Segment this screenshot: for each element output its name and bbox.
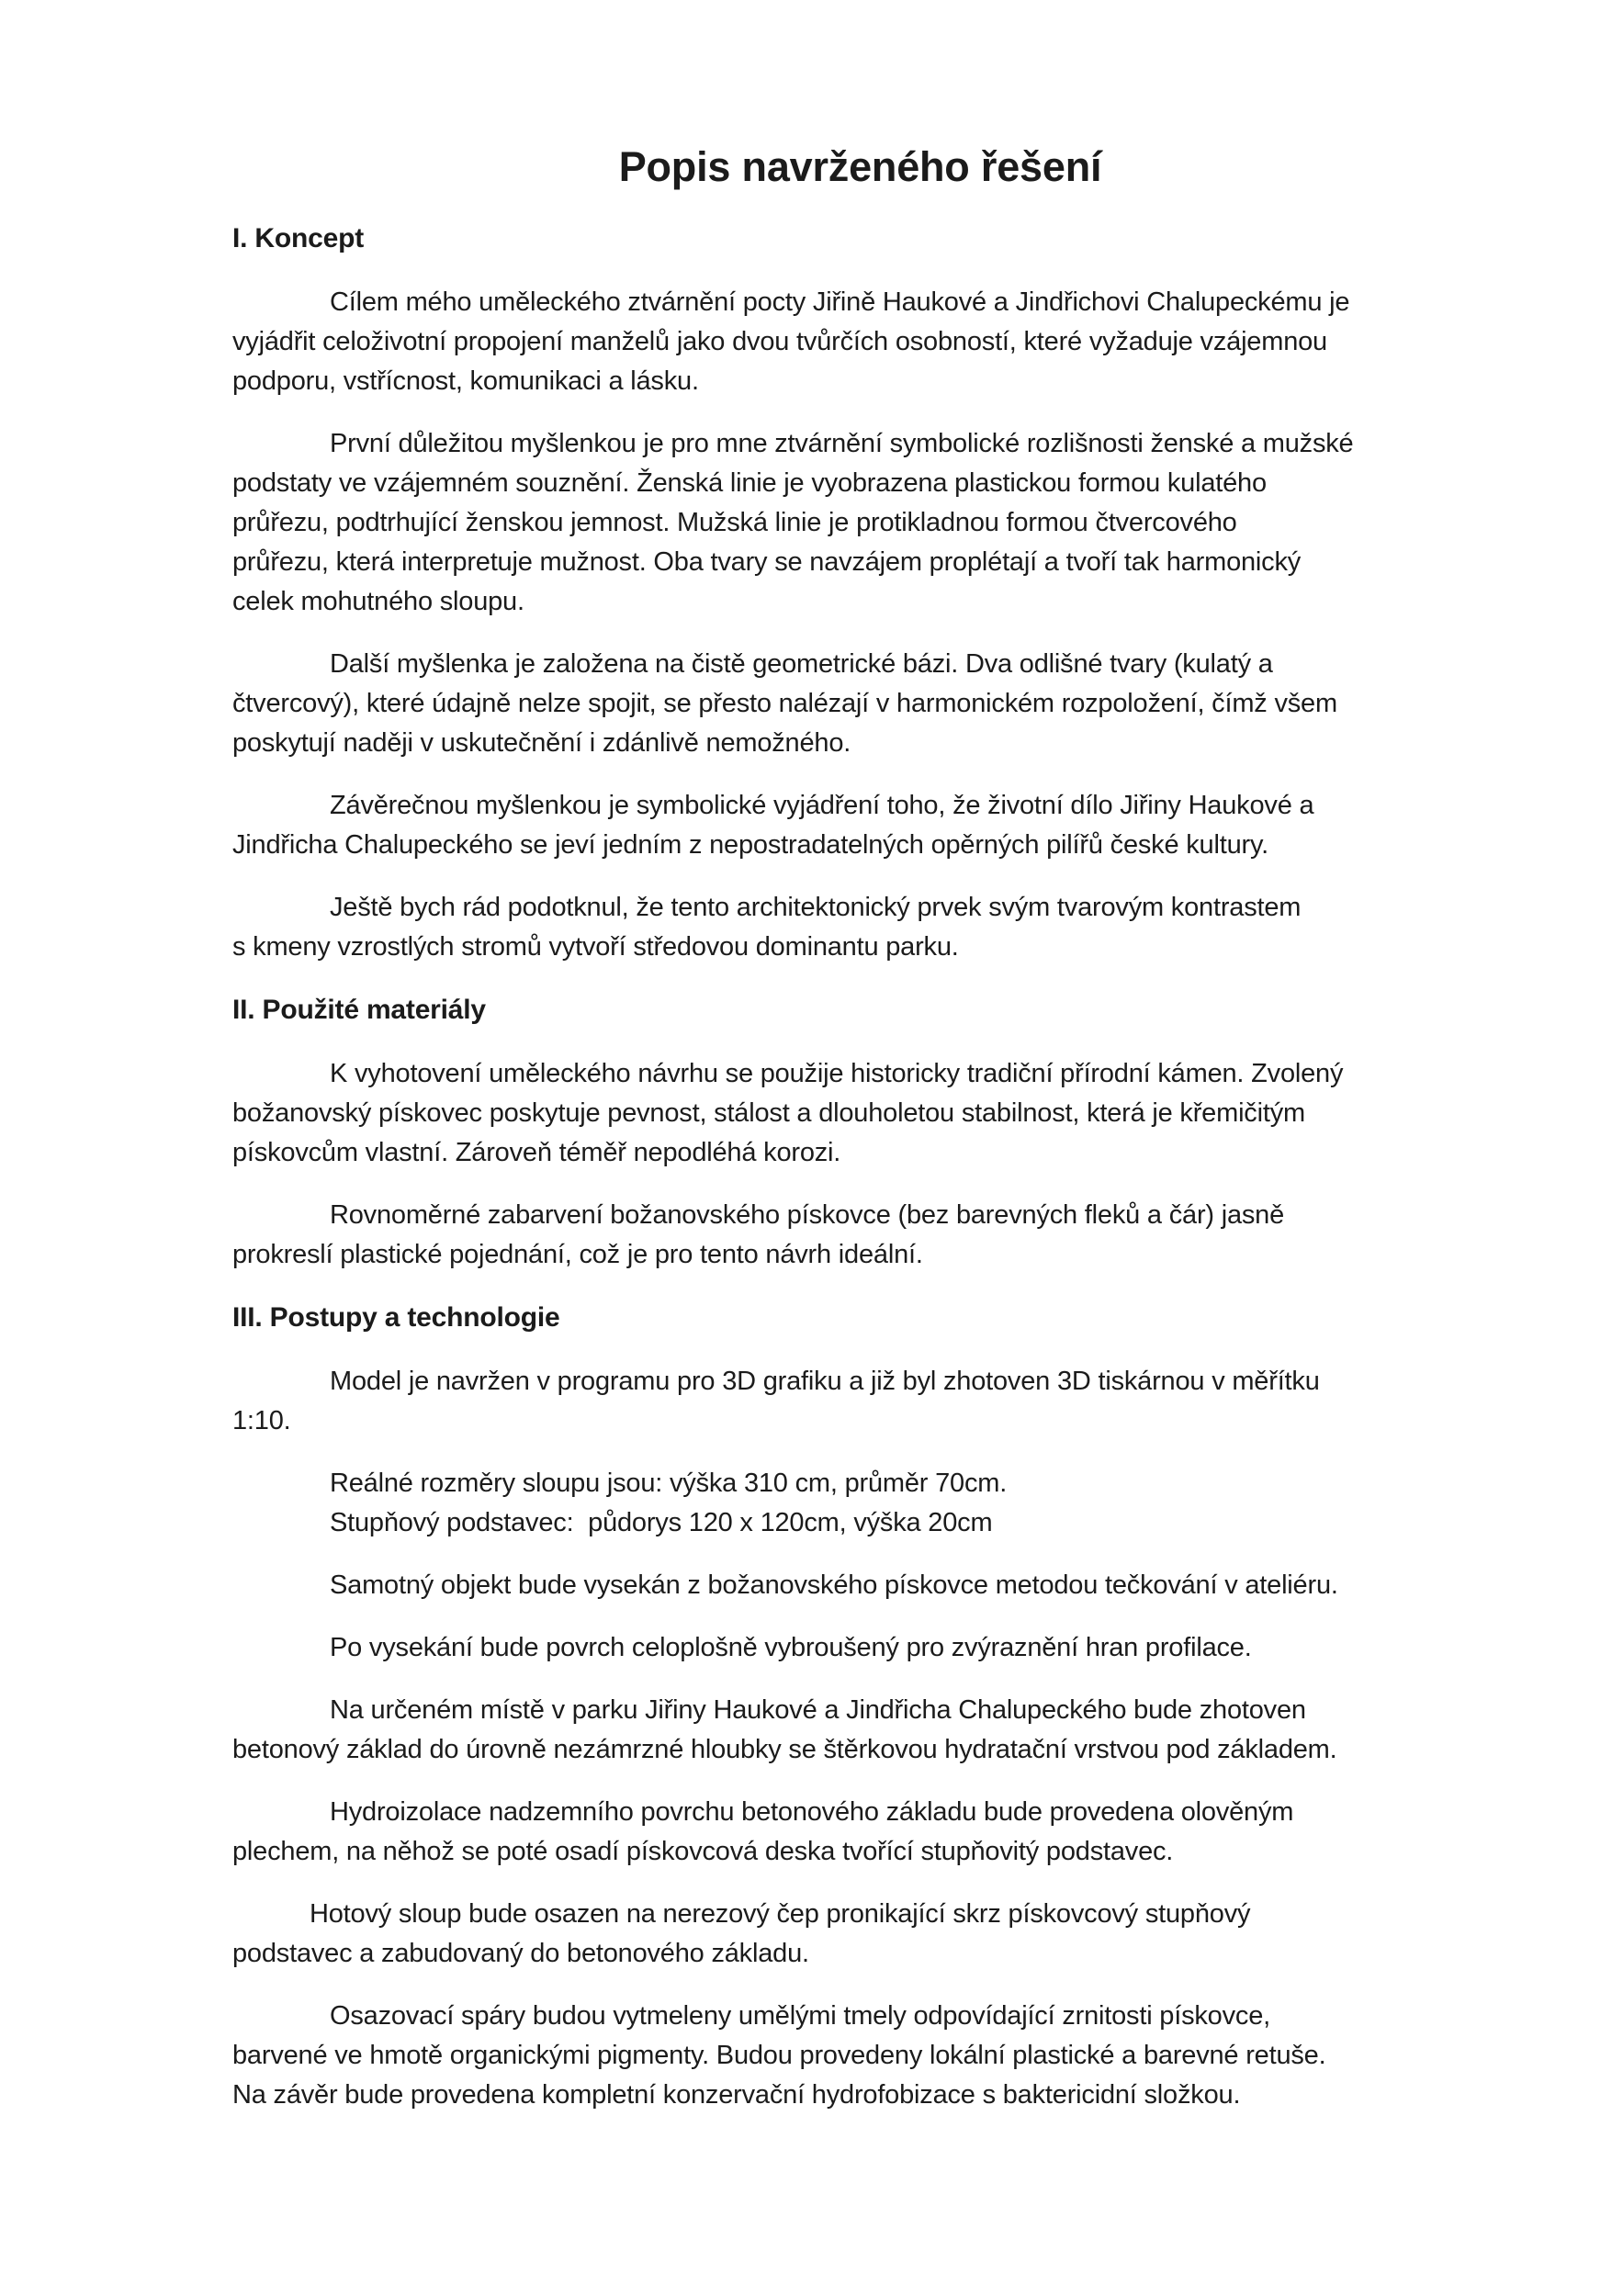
paragraph-hydroizolace: Hydroizolace nadzemního povrchu betonového základu bude provedena olověným plechem, na něhož se poté osadí pískovcová deska tvořící stupňovitý podstavec. (232, 1797, 1294, 1866)
paragraph-na-urcenem-miste: Na určeném místě v parku Jiřiny Haukové a Jindřicha Chalupeckého bude zhotoven betonový základ do úrovně nezámrzné hloubky se štěrkovou hydratační vrstvou pod základem. (232, 1695, 1337, 1764)
paragraph-rovnomerne: Rovnoměrné zabarvení božanovského pískovce (bez barevných fleků a čár) jasně prokreslí plastické pojednání, což je pro tento návrh ideální. (232, 1200, 1285, 1269)
section-heading-koncept: I. Koncept (232, 223, 365, 253)
paragraph-hotovy-sloup: Hotový sloup bude osazen na nerezový čep pronikající skrz pískovcový stupňový podstavec a zabudovaný do betonového základu. (232, 1899, 1251, 1968)
paragraph-zaverecna-myslenka: Závěrečnou myšlenkou je symbolické vyjádření toho, že životní dílo Jiřiny Haukové a Jindřicha Chalupeckého se jeví jedním z nepostradatelných opěrných pilířů české kultury. (232, 791, 1314, 860)
paragraph-k-vyhotoveni: K vyhotovení uměleckého návrhu se použije historicky tradiční přírodní kámen. Zvolený božanovský pískovec poskytuje pevnost, stálost a dlouholetou stabilnost, která je křemičitým pískovcům vlastní. Zároveň téměř nepodléhá korozi. (232, 1059, 1344, 1167)
section-heading-postupy: III. Postupy a technologie (232, 1302, 560, 1333)
paragraph-model: Model je navržen v programu pro 3D grafiku a již byl zhotoven 3D tiskárnou v měřítku 1:10. (232, 1367, 1320, 1435)
document-title: Popis navrženého řešení (618, 143, 1102, 190)
document-body (232, 140, 1504, 2115)
section-heading-materialy: II. Použité materiály (232, 995, 486, 1025)
paragraph-osazovaci-spary: Osazovací spáry budou vytmeleny umělými tmely odpovídající zrnitosti pískovce, barvené ve hmotě organickými pigmenty. Budou provedeny lokální plastické a barevné retuše. Na závěr bude provedena kompletní konzervační hydrofobizace s baktericidní složkou. (232, 2001, 1326, 2110)
paragraph-samotny-objekt: Samotný objekt bude vysekán z božanovského pískovce metodou tečkování v ateliéru. (330, 1570, 1338, 1600)
paragraph-prvni-myslenka: První důležitou myšlenkou je pro mne ztvárnění symbolické rozlišnosti ženské a mužské podstaty ve vzájemném souznění. Ženská linie je vyobrazena plastickou formou kulatého průřezu, podtrhující ženskou jemnost. Mužská linie je protikladnou formou čtvercového průřezu, která interpretuje mužnost. Oba tvary se navzájem proplétají a tvoří tak harmonický celek mohutného sloupu. (232, 429, 1354, 616)
paragraph-jeste-bych: Ještě bych rád podotknul, že tento architektonický prvek svým tvarovým kontrastem s kmeny vzrostlých stromů vytvoří středovou dominantu parku. (232, 893, 1302, 962)
paragraph-stupnovy-podstavec: Stupňový podstavec: půdorys 120 x 120cm, výška 20cm (330, 1508, 993, 1537)
paragraph-realne-rozmery: Reálné rozměry sloupu jsou: výška 310 cm, průměr 70cm. (330, 1469, 1008, 1498)
paragraph-po-vysekani: Po vysekání bude povrch celoplošně vybroušený pro zvýraznění hran profilace. (330, 1633, 1252, 1662)
paragraph-cilem: Cílem mého uměleckého ztvárnění pocty Jiřině Haukové a Jindřichovi Chalupeckému je vyjádřit celoživotní propojení manželů jako dvou tvůrčích osobností, které vyžaduje vzájemnou podporu, vstřícnost, komunikaci a lásku. (232, 287, 1350, 396)
paragraph-dalsi-myslenka: Další myšlenka je založena na čistě geometrické bázi. Dva odlišné tvary (kulatý a čtvercový), které údajně nelze spojit, se přesto nalézají v harmonickém rozpoložení, čímž všem poskytují naději v uskutečnění i zdánlivě nemožného. (232, 649, 1337, 758)
